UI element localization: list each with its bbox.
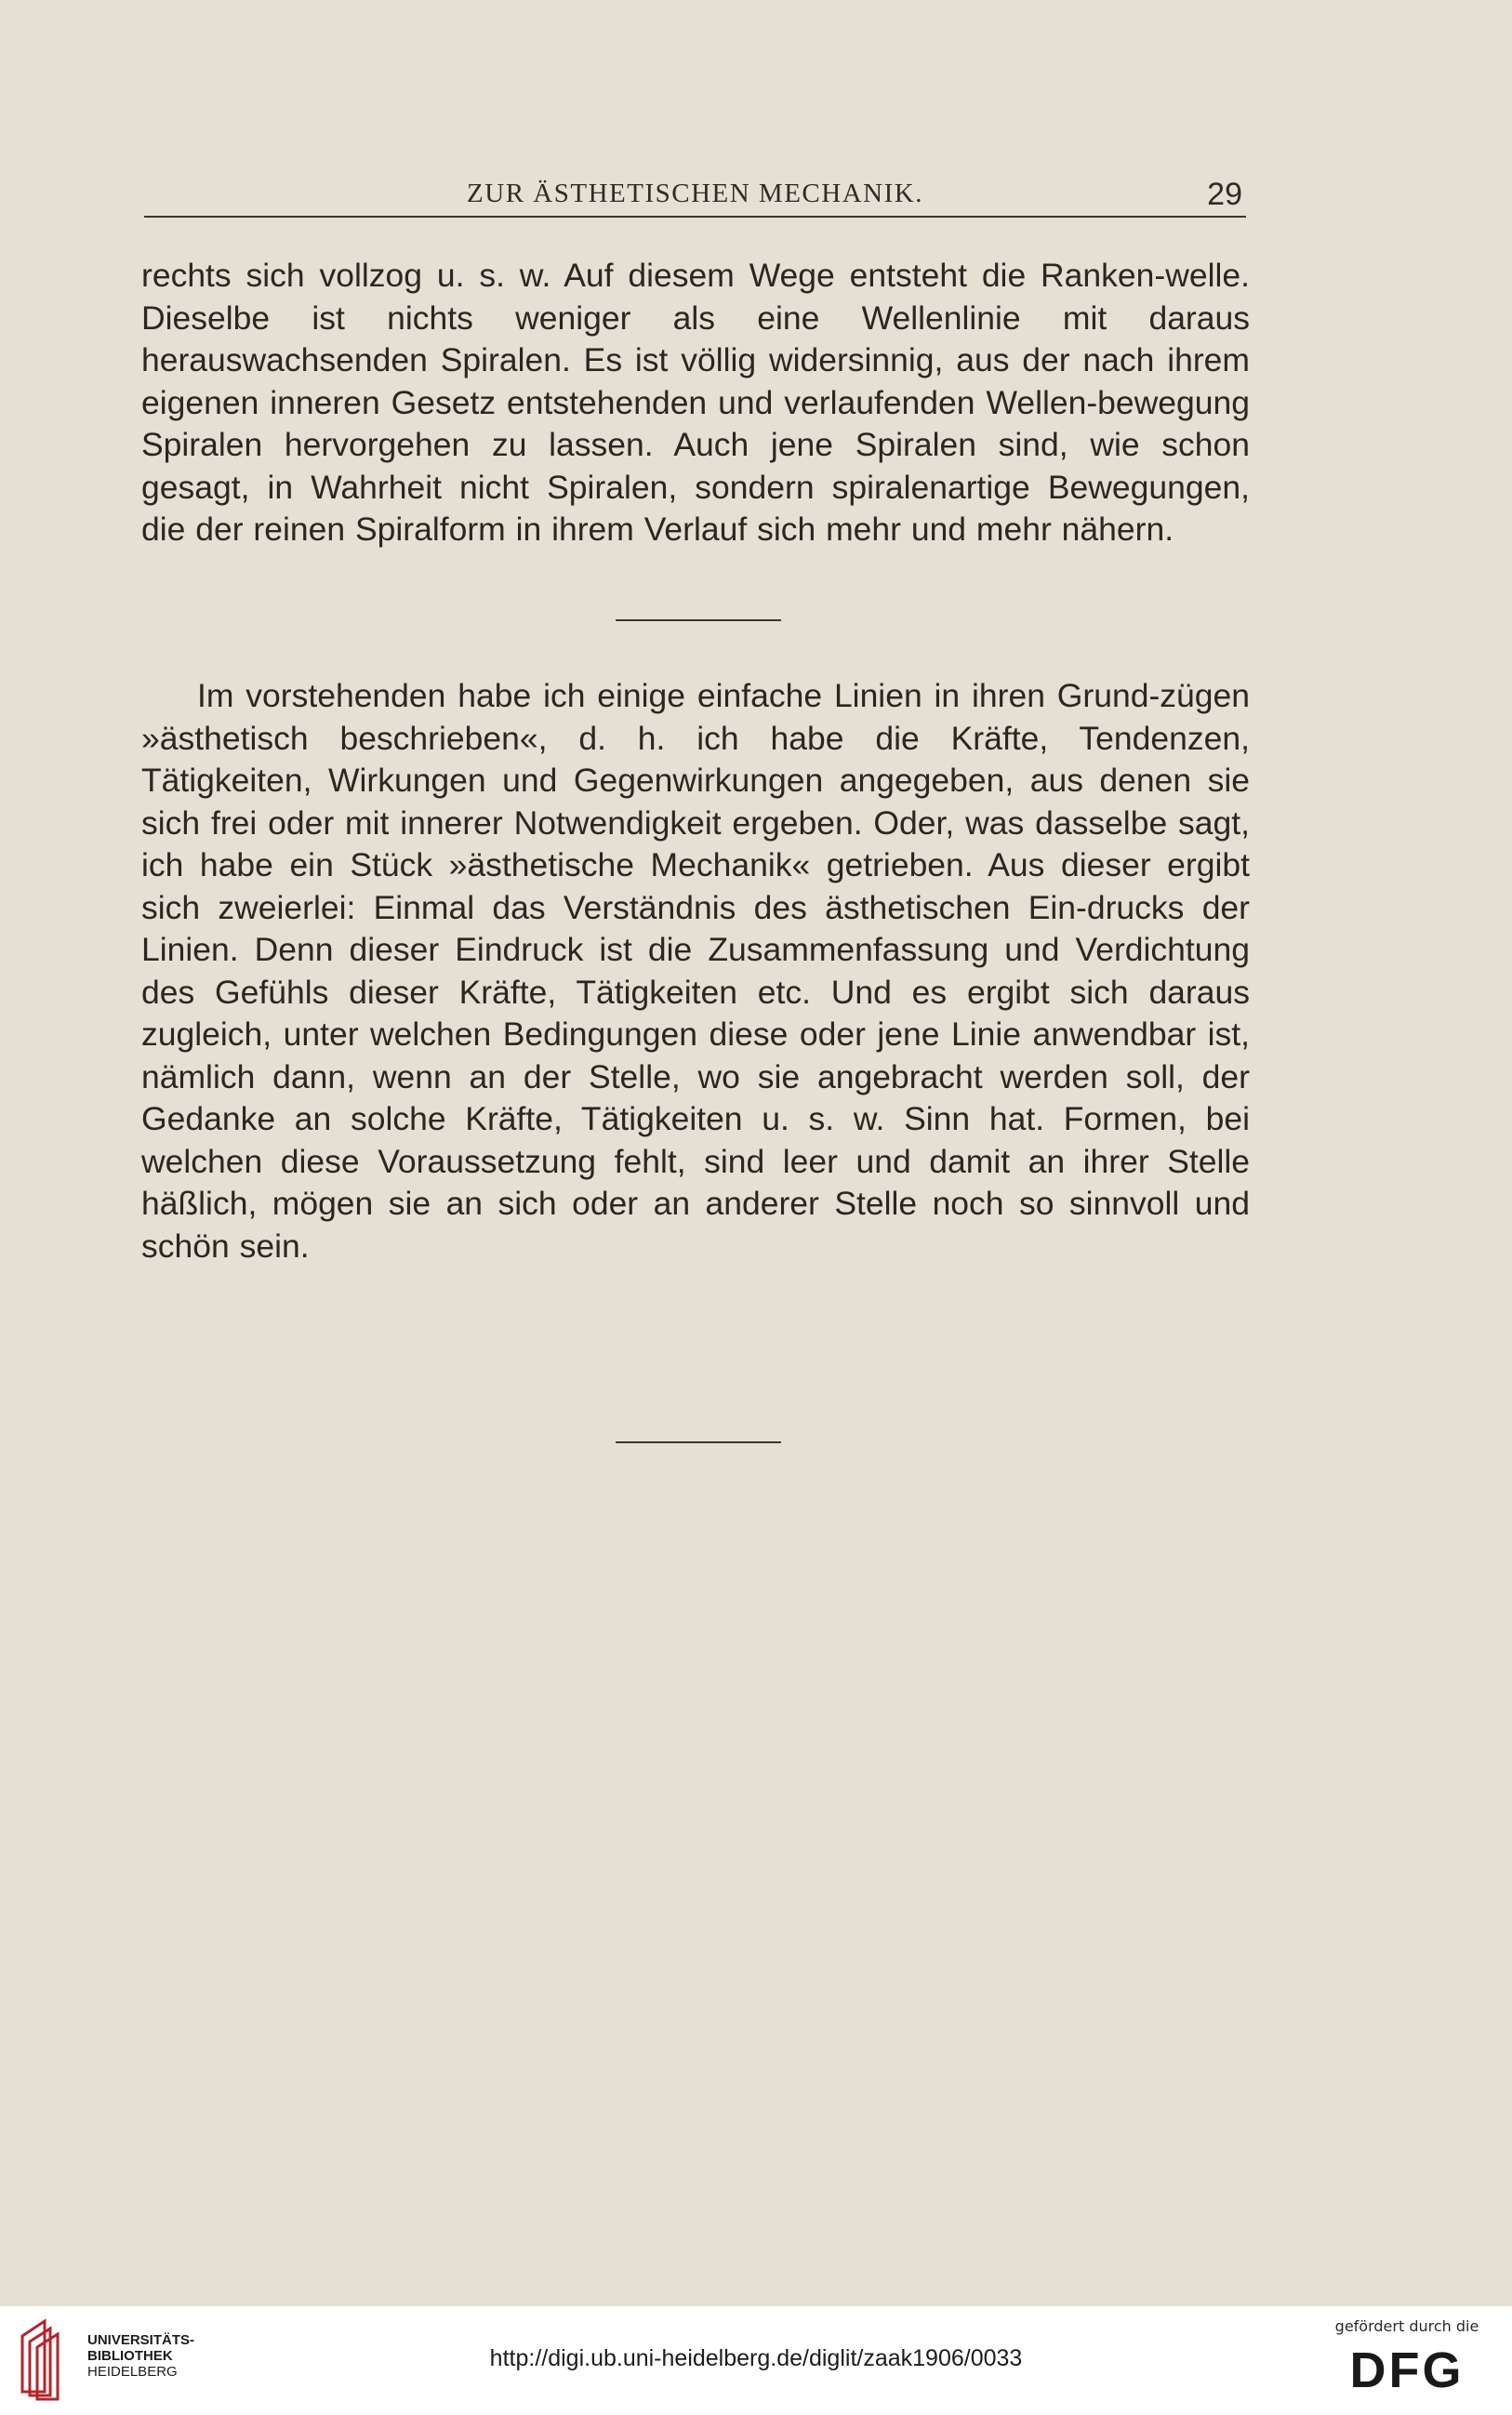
library-name-line-1: UNIVERSITÄTS-	[87, 2332, 195, 2348]
source-url[interactable]: http://digi.ub.uni-heidelberg.de/diglit/zaak1906/0033	[489, 2345, 1023, 2371]
section-divider	[616, 619, 781, 621]
library-name-line-3: HEIDELBERG	[87, 2364, 178, 2380]
funder-note: gefördert durch die	[1334, 2317, 1479, 2335]
end-divider	[616, 1441, 781, 1443]
page-header	[144, 175, 1246, 218]
library-name-line-2: BIBLIOTHEK	[87, 2348, 173, 2364]
dfg-logo: DFG	[1349, 2342, 1465, 2398]
paragraph-1: rechts sich vollzog u. s. w. Auf diesem Wege entsteht die Ranken-welle. Dieselbe ist nichts weniger als eine Wellenlinie mit daraus herauswachsenden Spiralen. Es ist völlig widersinnig, aus der nach ihrem eigenen inneren Gesetz entstehenden und verlaufenden Wellen-bewegung Spiralen hervorgehen zu lassen. Auch jene Spiralen sind, wie schon gesagt, in Wahrheit nicht Spiralen, sondern spiralenartige Bewegungen, die der reinen Spiralform in ihrem Verlauf sich mehr und mehr nähern.	[141, 257, 1250, 548]
digitization-footer	[0, 2306, 1512, 2415]
paragraph-2: Im vorstehenden habe ich einige einfache Linien in ihren Grund-zügen »ästhetisch beschrieben«, d. h. ich habe die Kräfte, Tendenzen, Tätigkeiten, Wirkungen und Gegenwirkungen angegeben, aus denen sie sich frei oder mit innerer Notwendigkeit ergeben. Oder, was dasselbe sagt, ich habe ein Stück »ästhetische Mechanik« getrieben. Aus dieser ergibt sich zweierlei: Einmal das Verständnis des ästhetischen Ein-drucks der Linien. Denn dieser Eindruck ist die Zusammenfassung und Verdichtung des Gefühls dieser Kräfte, Tätigkeiten etc. Und es ergibt sich daraus zugleich, unter welchen Bedingungen diese oder jene Linie anwendbar ist, nämlich dann, wenn an der Stelle, wo sie angebracht werden soll, der Gedanke an solche Kräfte, Tätigkeiten u. s. w. Sinn hat. Formen, bei welchen diese Voraussetzung fehlt, sind leer und damit an ihrer Stelle häßlich, mögen sie an sich oder an anderer Stelle noch so sinnvoll und schön sein.	[141, 677, 1250, 1265]
funder-block	[1328, 2317, 1486, 2398]
running-head: ZUR ÄSTHETISCHEN MECHANIK.	[467, 179, 923, 208]
page-number: 29	[1207, 177, 1242, 212]
